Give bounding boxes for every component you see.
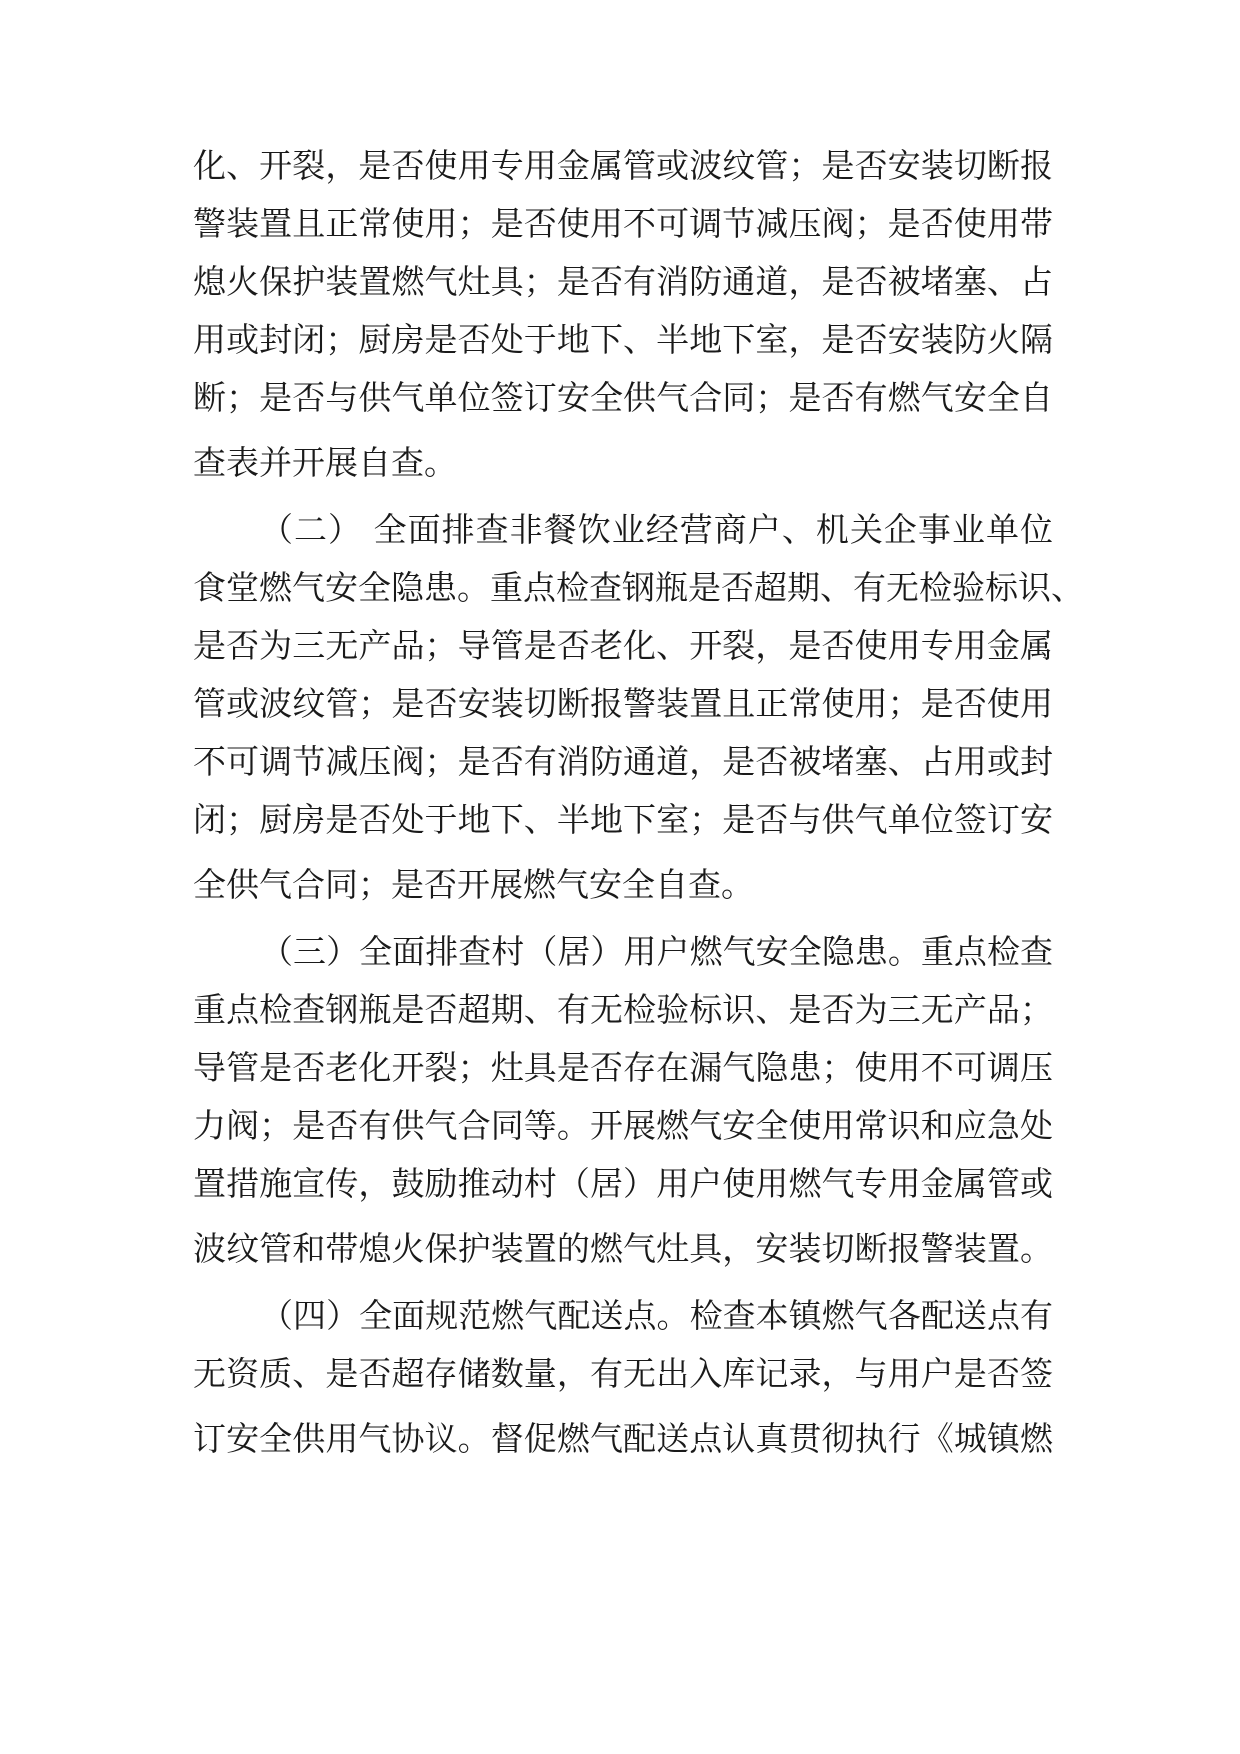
body-text-line: 化、开裂，是否使用专用金属管或波纹管；是否安装切断报 — [193, 146, 1053, 185]
body-text-line: 重点检查钢瓶是否超期、有无检验标识、是否为三无产品； — [193, 990, 1053, 1029]
body-text-line: 警装置且正常使用；是否使用不可调节减压阀；是否使用带 — [193, 204, 1053, 243]
body-text-line: 查表并开展自查。 — [193, 443, 457, 482]
section-three-heading-line: （三）全面排查村（居）用户燃气安全隐患。重点检查 — [260, 932, 1053, 971]
body-text-line: 管或波纹管；是否安装切断报警装置且正常使用；是否使用 — [193, 684, 1053, 723]
body-text-line: 力阀；是否有供气合同等。开展燃气安全使用常识和应急处 — [193, 1106, 1053, 1145]
body-text-line: 无资质、是否超存储数量，有无出入库记录，与用户是否签 — [193, 1354, 1053, 1393]
body-text-line: 导管是否老化开裂；灶具是否存在漏气隐患；使用不可调压 — [193, 1048, 1053, 1087]
body-text-line: 不可调节减压阀；是否有消防通道，是否被堵塞、占用或封 — [193, 742, 1053, 781]
body-text-line: 全供气合同；是否开展燃气安全自查。 — [193, 865, 754, 904]
body-text-line: 闭；厨房是否处于地下、半地下室；是否与供气单位签订安 — [193, 800, 1053, 839]
body-text-line: 订安全供用气协议。督促燃气配送点认真贯彻执行《城镇燃 — [193, 1419, 1053, 1458]
body-text-line: 断；是否与供气单位签订安全供气合同；是否有燃气安全自 — [193, 378, 1053, 417]
body-text-line: 是否为三无产品；导管是否老化、开裂，是否使用专用金属 — [193, 626, 1053, 665]
body-text-line: 用或封闭；厨房是否处于地下、半地下室，是否安装防火隔 — [193, 320, 1053, 359]
section-four-heading-line: （四）全面规范燃气配送点。检查本镇燃气各配送点有 — [260, 1296, 1053, 1335]
body-text-line: 熄火保护装置燃气灶具；是否有消防通道，是否被堵塞、占 — [193, 262, 1053, 301]
body-text-line: 波纹管和带熄火保护装置的燃气灶具，安装切断报警装置。 — [193, 1229, 1053, 1268]
body-text-line: 食堂燃气安全隐患。重点检查钢瓶是否超期、有无检验标识、 — [193, 568, 1084, 607]
body-text-line: 置措施宣传，鼓励推动村（居）用户使用燃气专用金属管或 — [193, 1164, 1053, 1203]
section-two-heading-line: （二） 全面排查非餐饮业经营商户、机关企事业单位 — [260, 510, 1053, 549]
